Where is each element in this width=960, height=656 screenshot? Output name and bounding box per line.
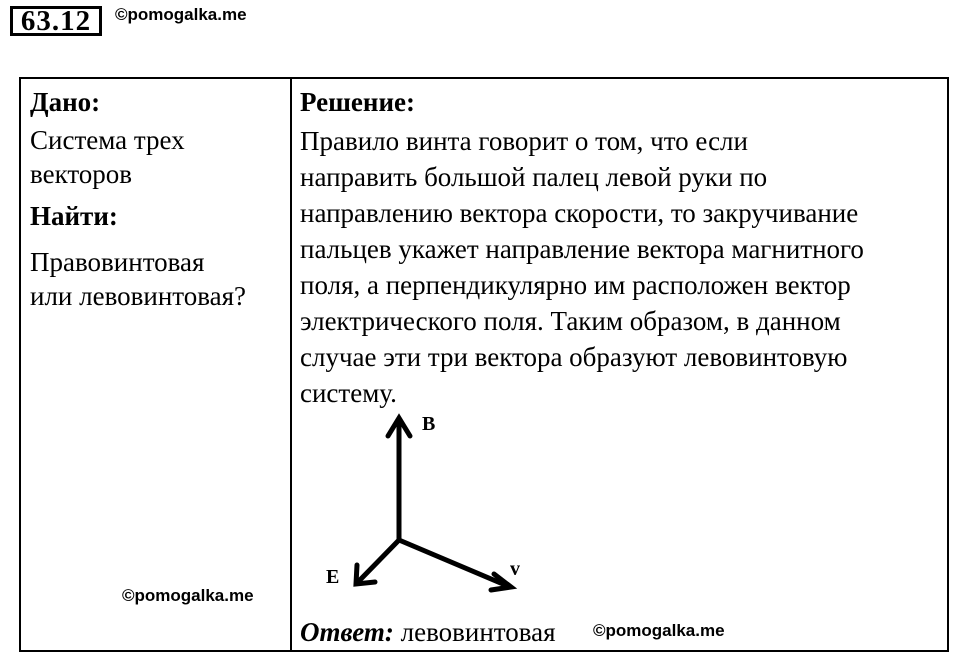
solution-text (300, 123, 864, 411)
given-heading: Дано: (30, 87, 101, 117)
solution-line: направить большой палец левой руки по (300, 162, 768, 192)
solution-line: пальцев укажет направление вектора магнитного (300, 234, 864, 264)
label-v: v (510, 558, 520, 580)
solution-line: направлению вектора скорости, то закручивание (300, 198, 859, 228)
find-text (30, 245, 246, 313)
solution-heading: Решение: (300, 87, 415, 117)
answer (300, 617, 556, 648)
vector-v (399, 540, 511, 590)
watermark-answer: ©pomogalka.me (593, 621, 725, 640)
given-line: векторов (30, 159, 133, 189)
column-divider (290, 79, 292, 650)
find-line: или левовинтовая? (30, 281, 247, 311)
answer-label: Ответ: (300, 617, 394, 647)
vector-e (356, 540, 399, 584)
given-text (30, 123, 185, 191)
solution-line: электрического поля. Таким образом, в данном (300, 306, 841, 336)
solution-line: систему. (300, 378, 397, 408)
vector-diagram (320, 400, 540, 600)
label-b: B (422, 413, 436, 435)
solution-line: Правило винта говорит о том, что если (300, 126, 748, 156)
find-line: Правовинтовая (30, 247, 205, 277)
answer-value: левовинтовая (400, 617, 556, 647)
given-line: Система трех (30, 125, 185, 155)
problem-number: 63.12 (10, 6, 102, 36)
watermark-given: ©pomogalka.me (122, 586, 254, 605)
label-e: E (326, 566, 340, 588)
watermark-top: ©pomogalka.me (115, 5, 247, 24)
vector-b (388, 418, 410, 540)
solution-line: случае эти три вектора образуют левовинтовую (300, 342, 848, 372)
find-heading: Найти: (30, 201, 118, 231)
solution-line: поля, а перпендикулярно им расположен вектор (300, 270, 851, 300)
